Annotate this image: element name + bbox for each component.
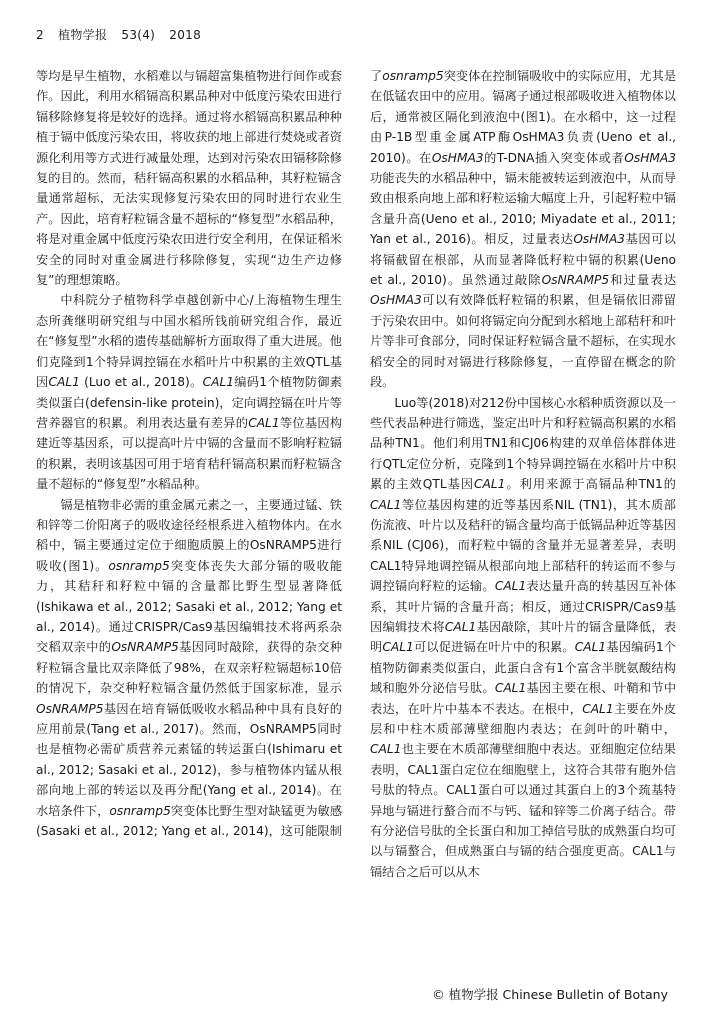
text-run: 突变体比野生型对缺锰更为敏感(Sasaki et al., 2012; Yang et al., 2014)，这可能限制 bbox=[36, 803, 343, 839]
gene-name: CAL1 bbox=[474, 477, 506, 492]
paragraph-p5 bbox=[370, 393, 676, 883]
gene-name: CAL1 bbox=[582, 701, 614, 716]
paragraph-p1 bbox=[36, 66, 342, 290]
text-run: 突变体在控制镉吸收中的实际应用，尤其是在低锰农田中的应用。镉离子通过根部吸收进入植物体以后，通常被区隔化到液泡中(图1)。在水稻中，这一过程由P-1B型重金属ATP酶OsHMA3负责(Ueno et al., 2010)。在 bbox=[370, 69, 677, 165]
publication-year: 2018 bbox=[169, 28, 202, 42]
text-run: 镉是植物非必需的重金属元素之一，主要通过锰、铁和锌等二价阳离子的吸收途径经根系进入植物体内。在水稻中，镉主要通过定位于细胞质膜上的OsNRAMP5进行吸收(图1)。 bbox=[36, 497, 342, 573]
text-run: 功能丧失的水稻品种中，镉未能被转运到液泡中，从而导致由根系向地上部和籽粒运输大幅度上升，引起籽粒中镉含量升高(Ueno et al., 2010; Miyadate et al., 2011; Yan et al., 2016)。相反，过量表达 bbox=[370, 171, 676, 247]
gene-name: OsHMA3 bbox=[624, 150, 676, 165]
gene-name: CAL1 bbox=[494, 579, 527, 594]
text-run: 基因同时敲除，获得的杂交种籽粒镉含量比双亲降低了98%，在双亲籽粒镉超标10倍的情况下，杂交种籽粒镉含量仍然低于国家标准，显示 bbox=[36, 640, 343, 696]
paragraph-p4 bbox=[370, 66, 676, 393]
running-header bbox=[36, 26, 211, 43]
gene-name: CAL1 bbox=[370, 497, 402, 512]
text-run: 也主要在木质部薄壁细胞中表达。亚细胞定位结果表明，CAL1蛋白定位在细胞壁上，这符合其带有胞外信号肽的特点。CAL1蛋白可以通过其蛋白上的3个巯基特异地与镉进行螯合而不与钙、锰和锌等二价离子结合。带有分泌信号肽的全长蛋白和加工掉信号肽的成熟蛋白均可以与镉螯合，但成熟蛋白与镉的结合强度更高。CAL1与镉结合之后可以从木 bbox=[370, 742, 676, 879]
text-run: 的T-DNA插入突变体或者 bbox=[483, 150, 625, 165]
gene-name: OsNRAMP5 bbox=[111, 640, 179, 655]
left-column bbox=[36, 66, 342, 841]
text-run: 基因在培育镉低吸收水稻品种中具有良好的应用前景(Tang et al., 2017)。然而，OsNRAMP5同时也是植物必需矿质营养元素锰的转运蛋白(Ishimaru et al., 2012; Sasaki et al., 2012)，参与植物体内锰从根部向地上部的转运以及再分配(Yang et al., 2014)。在水培条件下， bbox=[36, 701, 342, 818]
gene-name: CAL1 bbox=[248, 415, 280, 430]
gene-name: CAL1 bbox=[48, 375, 80, 390]
gene-name: OsHMA3 bbox=[573, 232, 626, 247]
text-run: 表达量升高的转基因互补体系，其叶片镉的含量升高；相反，通过CRISPR/Cas9基因编辑技术将 bbox=[370, 579, 677, 634]
text-run: 基因敲除，其叶片的镉含量降低，表明 bbox=[370, 619, 677, 655]
gene-name: CAL1 bbox=[574, 640, 607, 655]
paragraph-p2 bbox=[36, 290, 342, 494]
gene-name: CAL1 bbox=[444, 619, 477, 634]
text-run: (Luo et al., 2018)。 bbox=[79, 375, 203, 390]
page-number: 2 bbox=[36, 28, 44, 42]
text-run: 基因可以将镉截留在根部，从而显著降低籽粒中镉的积累(Ueno et al., 2010)。虽然通过敲除 bbox=[370, 232, 676, 288]
footer-copyright: © 植物学报 Chinese Bulletin of Botany bbox=[432, 987, 668, 1002]
text-run: 中科院分子植物科学卓越创新中心/上海植物生理生态所龚继明研究组与中国水稻所钱前研究组合作，最近在“修复型”水稻的遗传基础解析方面取得了重大进展。他们克隆到1个特异调控镉在水稻叶片中积累的主效QTL基因 bbox=[36, 293, 342, 390]
volume-issue: 53(4) bbox=[121, 28, 156, 42]
gene-name: OsNRAMP5 bbox=[36, 701, 104, 716]
text-run: 等均是早生植物，水稻难以与镉超富集植物进行间作或套作。因此，利用水稻镉高积累品种对中低度污染农田进行镉移除修复将是较好的选择。通过将水稻镉高积累品种种植于镉中低度污染农田，将收获的地上部进行焚烧或者资源化利用等方式进行减量处理，达到对污染农田镉移除修复的目的。然而，秸秆镉高积累的水稻品种，其籽粒镉含量通常超标，无法实现修复污染农田的同时进行农业生产。因此，培育籽粒镉含量不超标的“修复型”水稻品种，将是对重金属中低度污染农田进行安全利用，在保证稻米安全的同时对重金属进行移除修复，实现“边生产边修复”的理想策略。 bbox=[36, 69, 342, 288]
gene-name: osnramp5 bbox=[109, 803, 171, 818]
gene-name: CAL1 bbox=[494, 681, 527, 696]
text-run: Luo等(2018)对212份中国核心水稻种质资源以及一些代表品种进行筛选，鉴定出叶片和籽粒镉高积累的水稻品种TN1。他们利用TN1和CJ06构建的双单倍体群体进行QTL定位分析，克隆到1个特异调控镉在水稻叶片中积累的主效QTL基因 bbox=[370, 395, 676, 492]
gene-name: osnramp5 bbox=[108, 558, 170, 573]
text-run: 等位基因构建的近等基因系NIL (TN1)，其木质部伤流液、叶片以及秸秆的镉含量均高于低镉品种近等基因系NIL (CJ06)，而籽粒中镉的含量并无显著差异，表明CAL1特异地调控镉从根部向地上部秸秆的转运而不参与调控镉向籽粒的运输。 bbox=[370, 497, 676, 594]
text-run: 主要在外皮层和中柱木质部薄壁细胞内表达；在剑叶的叶鞘中， bbox=[370, 701, 677, 736]
gene-name: OsHMA3 bbox=[431, 150, 484, 165]
text-run: 基因编码1个植物防御素类似蛋白，此蛋白含有1个富含半胱氨酸结构域和胞外分泌信号肽。 bbox=[370, 640, 676, 696]
gene-name: OsNRAMP5 bbox=[541, 273, 610, 288]
gene-name: CAL1 bbox=[202, 375, 234, 390]
gene-name: osnramp5 bbox=[382, 69, 444, 83]
text-run: 基因主要在根、叶鞘和节中表达，在叶片中基本不表达。在根中， bbox=[370, 681, 677, 716]
text-run: 等位基因构建近等基因系，可以提高叶片中镉的含量而不影响籽粒镉的积累，表明该基因可用于培育秸秆镉高积累而籽粒镉含量不超标的“修复型”水稻品种。 bbox=[36, 415, 343, 492]
text-run: 可以有效降低籽粒镉的积累，但是镉依旧滞留于污染农田中。如何将镉定向分配到水稻地上部秸秆和叶片等非可食部分，同时保证籽粒镉含量不超标，在实现水稻安全的同时对镉进行移除修复，一直停留在概念的阶段。 bbox=[370, 293, 676, 390]
text-run: 编码1个植物防御素类似蛋白(defensin-like protein)，定向调控镉在叶片等营养器官的积累。利用表达量有差异的 bbox=[36, 375, 342, 430]
text-run: 了 bbox=[370, 69, 383, 83]
gene-name: CAL1 bbox=[370, 742, 402, 757]
journal-name: 植物学报 bbox=[58, 28, 108, 42]
paragraph-p3 bbox=[36, 495, 342, 842]
right-column bbox=[370, 66, 676, 882]
text-run: 突变体丧失大部分镉的吸收能力，其秸秆和籽粒中镉的含量都比野生型显著降低(Ishikawa et al., 2012; Sasaki et al., 2012; Yang et al., 2014)。通过CRISPR/Cas9基因编辑技术将两系杂交稻双亲中的 bbox=[36, 558, 343, 655]
gene-name: OsHMA3 bbox=[370, 293, 422, 308]
text-run: 和过量表达 bbox=[609, 273, 677, 288]
gene-name: CAL1 bbox=[382, 640, 414, 655]
text-run: 。利用来源于高镉品种TN1的 bbox=[505, 477, 676, 492]
text-run: 可以促进镉在叶片中的积累。 bbox=[413, 640, 575, 655]
